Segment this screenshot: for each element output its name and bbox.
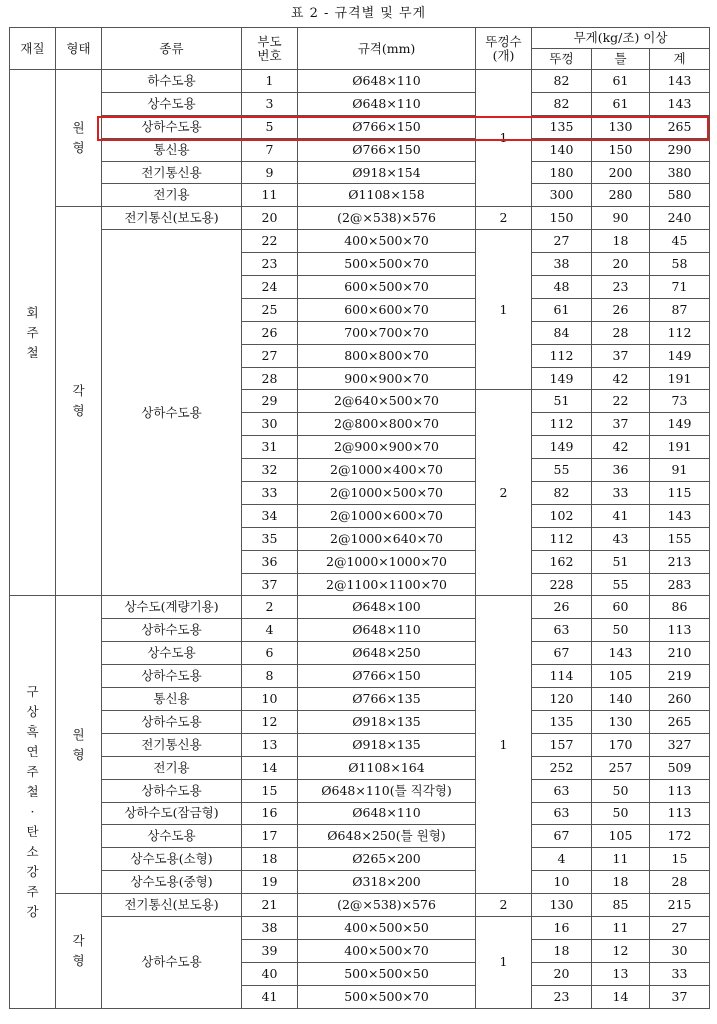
table-cell: 140 xyxy=(532,138,592,161)
table-cell: 28 xyxy=(592,321,650,344)
table-cell: 18 xyxy=(592,230,650,253)
table-cell: 34 xyxy=(242,504,298,527)
table-cell: 4 xyxy=(532,848,592,871)
table-cell: 42 xyxy=(592,436,650,459)
table-cell: Ø648×250(틀 원형) xyxy=(298,825,476,848)
table-cell: 11 xyxy=(592,916,650,939)
table-cell: 42 xyxy=(592,367,650,390)
material-cell xyxy=(10,596,56,1008)
table-cell: 149 xyxy=(532,367,592,390)
table-cell: 18 xyxy=(242,848,298,871)
table-cell: 상하수도용 xyxy=(102,115,242,138)
vertical-label: 각형 xyxy=(72,383,85,419)
header-weight-frame: 틀 xyxy=(592,49,650,70)
table-cell: 600×600×70 xyxy=(298,298,476,321)
table-cell: 63 xyxy=(532,779,592,802)
table-cell: 50 xyxy=(592,779,650,802)
table-cell: 48 xyxy=(532,276,592,299)
table-cell: 150 xyxy=(532,207,592,230)
table-cell: 130 xyxy=(592,115,650,138)
table-cell: 500×500×50 xyxy=(298,962,476,985)
table-cell: 37 xyxy=(242,573,298,596)
table-cell: 16 xyxy=(532,916,592,939)
kind-merged-cell: 상하수도용 xyxy=(102,916,242,1008)
table-cell: 55 xyxy=(532,459,592,482)
table-cell: 215 xyxy=(650,894,710,917)
table-cell: 11 xyxy=(592,848,650,871)
table-cell: 19 xyxy=(242,871,298,894)
table-cell: 260 xyxy=(650,688,710,711)
table-title: 표 2 - 규격별 및 무게 xyxy=(290,6,427,21)
table-cell: 8 xyxy=(242,665,298,688)
table-cell: 63 xyxy=(532,619,592,642)
header-weight-lid: 뚜껑 xyxy=(532,49,592,70)
table-cell: 29 xyxy=(242,390,298,413)
table-cell: 2@900×900×70 xyxy=(298,436,476,459)
table-cell: 5 xyxy=(242,115,298,138)
shape-cell xyxy=(56,894,102,1008)
table-cell: 135 xyxy=(532,710,592,733)
table-cell: 2@1000×600×70 xyxy=(298,504,476,527)
table-cell: 105 xyxy=(592,665,650,688)
table-cell: 91 xyxy=(650,459,710,482)
vertical-label: 각형 xyxy=(72,932,85,968)
table-row xyxy=(10,710,710,733)
table-cell: 380 xyxy=(650,161,710,184)
table-cell: 265 xyxy=(650,115,710,138)
table-cell: 21 xyxy=(242,894,298,917)
table-cell: 143 xyxy=(650,504,710,527)
table-cell: Ø766×135 xyxy=(298,688,476,711)
table-row xyxy=(10,756,710,779)
table-cell: 200 xyxy=(592,161,650,184)
table-cell: 전기통신용 xyxy=(102,161,242,184)
table-cell: 38 xyxy=(242,916,298,939)
table-cell: 61 xyxy=(532,298,592,321)
table-row xyxy=(10,207,710,230)
table-cell: 2@640×500×70 xyxy=(298,390,476,413)
table-cell: 228 xyxy=(532,573,592,596)
table-cell: Ø1108×164 xyxy=(298,756,476,779)
table-cell: 280 xyxy=(592,184,650,207)
table-cell: 113 xyxy=(650,802,710,825)
table-cell: 2@1000×1000×70 xyxy=(298,550,476,573)
table-cell: 90 xyxy=(592,207,650,230)
table-cell: 67 xyxy=(532,642,592,665)
table-cell: 38 xyxy=(532,253,592,276)
table-cell: 143 xyxy=(592,642,650,665)
table-cell: 35 xyxy=(242,527,298,550)
table-cell: 155 xyxy=(650,527,710,550)
table-cell: Ø918×154 xyxy=(298,161,476,184)
table-cell: 10 xyxy=(532,871,592,894)
table-cell: 41 xyxy=(592,504,650,527)
table-cell: 2@1000×400×70 xyxy=(298,459,476,482)
table-cell: 82 xyxy=(532,92,592,115)
table-cell: 112 xyxy=(650,321,710,344)
table-cell: 50 xyxy=(592,619,650,642)
table-cell: 500×500×70 xyxy=(298,985,476,1008)
table-cell: 213 xyxy=(650,550,710,573)
table-cell: 113 xyxy=(650,779,710,802)
table-cell: 전기통신(보도용) xyxy=(102,207,242,230)
table-cell: 32 xyxy=(242,459,298,482)
table-cell: 149 xyxy=(650,344,710,367)
material-cell xyxy=(10,70,56,596)
table-cell: 20 xyxy=(242,207,298,230)
table-cell: 14 xyxy=(592,985,650,1008)
table-cell: 상하수도(잠금형) xyxy=(102,802,242,825)
table-cell: 50 xyxy=(592,802,650,825)
table-cell: 상하수도용 xyxy=(102,619,242,642)
table-cell: 400×500×70 xyxy=(298,230,476,253)
table-cell: 22 xyxy=(242,230,298,253)
table-cell: 상수도(계량기용) xyxy=(102,596,242,619)
table-cell: 28 xyxy=(650,871,710,894)
table-cell: 24 xyxy=(242,276,298,299)
table-cell: 2@1100×1100×70 xyxy=(298,573,476,596)
table-cell: 13 xyxy=(242,733,298,756)
header-material: 재질 xyxy=(10,28,56,70)
table-cell: 51 xyxy=(532,390,592,413)
table-cell: 2@1000×640×70 xyxy=(298,527,476,550)
table-cell: Ø1108×158 xyxy=(298,184,476,207)
table-cell: 73 xyxy=(650,390,710,413)
table-cell: 26 xyxy=(532,596,592,619)
table-cell: 4 xyxy=(242,619,298,642)
table-cell: 25 xyxy=(242,298,298,321)
table-row xyxy=(10,916,710,939)
table-cell: Ø918×135 xyxy=(298,710,476,733)
table-row-highlighted xyxy=(10,115,710,138)
table-cell: 23 xyxy=(532,985,592,1008)
table-cell: 2 xyxy=(476,207,532,230)
table-row xyxy=(10,894,710,917)
table-cell: 15 xyxy=(242,779,298,802)
table-cell: Ø648×110 xyxy=(298,70,476,93)
table-cell: 26 xyxy=(592,298,650,321)
table-cell: 12 xyxy=(242,710,298,733)
header-weight-total: 계 xyxy=(650,49,710,70)
table-cell: 700×700×70 xyxy=(298,321,476,344)
lid-count-cell: 1 xyxy=(476,916,532,1008)
table-row xyxy=(10,92,710,115)
table-cell: 900×900×70 xyxy=(298,367,476,390)
table-cell: 27 xyxy=(242,344,298,367)
table-cell: 26 xyxy=(242,321,298,344)
kind-merged-cell: 상하수도용 xyxy=(102,230,242,596)
table-cell: 14 xyxy=(242,756,298,779)
table-row xyxy=(10,596,710,619)
table-cell: 23 xyxy=(242,253,298,276)
table-cell: 143 xyxy=(650,92,710,115)
table-cell: 240 xyxy=(650,207,710,230)
table-cell: 60 xyxy=(592,596,650,619)
table-cell: 15 xyxy=(650,848,710,871)
table-row xyxy=(10,230,710,253)
table-cell: 130 xyxy=(532,894,592,917)
table-cell: 22 xyxy=(592,390,650,413)
table-cell: 39 xyxy=(242,939,298,962)
table-cell: Ø648×110 xyxy=(298,802,476,825)
lid-count-cell: 1 xyxy=(476,230,532,390)
table-cell: Ø766×150 xyxy=(298,138,476,161)
spec-weight-table xyxy=(9,27,710,1009)
table-cell: 43 xyxy=(592,527,650,550)
header-code: 부도 번호 xyxy=(242,28,298,70)
table-cell: 상하수도용 xyxy=(102,665,242,688)
table-row xyxy=(10,619,710,642)
table-cell: Ø918×135 xyxy=(298,733,476,756)
table-cell: 800×800×70 xyxy=(298,344,476,367)
table-cell: 2 xyxy=(242,596,298,619)
table-cell: 통신용 xyxy=(102,138,242,161)
table-cell: Ø648×100 xyxy=(298,596,476,619)
table-cell: Ø766×150 xyxy=(298,115,476,138)
table-cell: 41 xyxy=(242,985,298,1008)
table-row xyxy=(10,642,710,665)
table-cell: 전기통신(보도용) xyxy=(102,894,242,917)
table-cell: 하수도용 xyxy=(102,70,242,93)
header-lid-count: 뚜껑수 (개) xyxy=(476,28,532,70)
table-cell: 2@1000×500×70 xyxy=(298,482,476,505)
table-cell: 600×500×70 xyxy=(298,276,476,299)
table-cell: 252 xyxy=(532,756,592,779)
table-row xyxy=(10,871,710,894)
header-spec: 규격(mm) xyxy=(298,28,476,70)
header-weight: 무게(kg/조) 이상 xyxy=(532,28,710,49)
table-cell: 120 xyxy=(532,688,592,711)
table-cell: 172 xyxy=(650,825,710,848)
table-cell: 509 xyxy=(650,756,710,779)
table-cell: 114 xyxy=(532,665,592,688)
table-cell: 36 xyxy=(242,550,298,573)
table-cell: 180 xyxy=(532,161,592,184)
table-cell: 2@800×800×70 xyxy=(298,413,476,436)
table-cell: 27 xyxy=(650,916,710,939)
table-cell: 상수도용 xyxy=(102,92,242,115)
shape-cell xyxy=(56,596,102,894)
table-row xyxy=(10,802,710,825)
table-cell: 112 xyxy=(532,344,592,367)
table-cell: 30 xyxy=(242,413,298,436)
table-cell: 20 xyxy=(592,253,650,276)
table-cell: 61 xyxy=(592,70,650,93)
table-cell: 51 xyxy=(592,550,650,573)
table-cell: 157 xyxy=(532,733,592,756)
table-row xyxy=(10,70,710,93)
table-row xyxy=(10,665,710,688)
table-cell: 18 xyxy=(592,871,650,894)
table-cell: 37 xyxy=(592,344,650,367)
table-cell: 283 xyxy=(650,573,710,596)
table-row xyxy=(10,688,710,711)
vertical-label: 원형 xyxy=(72,726,85,762)
table-cell: 112 xyxy=(532,413,592,436)
table-cell: 135 xyxy=(532,115,592,138)
table-cell: 9 xyxy=(242,161,298,184)
table-row xyxy=(10,184,710,207)
table-cell: 33 xyxy=(242,482,298,505)
table-cell: Ø648×110 xyxy=(298,92,476,115)
table-cell: 191 xyxy=(650,367,710,390)
table-cell: 102 xyxy=(532,504,592,527)
table-cell: 37 xyxy=(650,985,710,1008)
table-cell: Ø648×250 xyxy=(298,642,476,665)
table-cell: Ø265×200 xyxy=(298,848,476,871)
table-cell: 130 xyxy=(592,710,650,733)
vertical-label: 회주철 xyxy=(26,304,39,360)
table-row xyxy=(10,161,710,184)
table-cell: 400×500×50 xyxy=(298,916,476,939)
table-cell: 219 xyxy=(650,665,710,688)
table-cell: 170 xyxy=(592,733,650,756)
table-cell: 112 xyxy=(532,527,592,550)
table-cell: 149 xyxy=(650,413,710,436)
table-cell: 115 xyxy=(650,482,710,505)
table-cell: 2 xyxy=(476,894,532,917)
shape-cell xyxy=(56,70,102,207)
table-cell: 143 xyxy=(650,70,710,93)
table-cell: 3 xyxy=(242,92,298,115)
table-cell: 16 xyxy=(242,802,298,825)
table-cell: Ø766×150 xyxy=(298,665,476,688)
table-cell: 265 xyxy=(650,710,710,733)
table-cell: 전기통신용 xyxy=(102,733,242,756)
table-cell: 33 xyxy=(650,962,710,985)
table-cell: 36 xyxy=(592,459,650,482)
table-cell: 27 xyxy=(532,230,592,253)
table-cell: 400×500×70 xyxy=(298,939,476,962)
table-cell: 67 xyxy=(532,825,592,848)
vertical-label: 구상흑연주철·탄소강주강 xyxy=(26,684,39,919)
table-cell: Ø648×110(틀 직각형) xyxy=(298,779,476,802)
table-cell: 통신용 xyxy=(102,688,242,711)
table-cell: 12 xyxy=(592,939,650,962)
vertical-label: 원형 xyxy=(72,120,85,156)
table-cell: 17 xyxy=(242,825,298,848)
lid-count-cell: 1 xyxy=(476,70,532,207)
table-cell: 327 xyxy=(650,733,710,756)
table-cell: 113 xyxy=(650,619,710,642)
table-cell: 상수도용(중형) xyxy=(102,871,242,894)
table-cell: 상수도용 xyxy=(102,642,242,665)
lid-count-cell: 1 xyxy=(476,596,532,894)
table-cell: 149 xyxy=(532,436,592,459)
table-row xyxy=(10,779,710,802)
table-cell: 162 xyxy=(532,550,592,573)
table-cell: 전기용 xyxy=(102,184,242,207)
table-cell: 87 xyxy=(650,298,710,321)
lid-count-cell: 2 xyxy=(476,390,532,596)
table-cell: (2@×538)×576 xyxy=(298,207,476,230)
table-cell: 55 xyxy=(592,573,650,596)
table-row xyxy=(10,733,710,756)
table-cell: 23 xyxy=(592,276,650,299)
table-cell: 58 xyxy=(650,253,710,276)
table-cell: 61 xyxy=(592,92,650,115)
table-cell: 30 xyxy=(650,939,710,962)
table-row xyxy=(10,848,710,871)
shape-cell xyxy=(56,207,102,596)
table-cell: 20 xyxy=(532,962,592,985)
table-cell: 71 xyxy=(650,276,710,299)
table-cell: 105 xyxy=(592,825,650,848)
table-cell: 37 xyxy=(592,413,650,436)
table-cell: 11 xyxy=(242,184,298,207)
table-cell: 1 xyxy=(242,70,298,93)
table-cell: 28 xyxy=(242,367,298,390)
table-cell: (2@×538)×576 xyxy=(298,894,476,917)
table-cell: 18 xyxy=(532,939,592,962)
table-cell: 500×500×70 xyxy=(298,253,476,276)
table-cell: 33 xyxy=(592,482,650,505)
table-cell: 45 xyxy=(650,230,710,253)
table-cell: 257 xyxy=(592,756,650,779)
table-cell: 300 xyxy=(532,184,592,207)
table-cell: 13 xyxy=(592,962,650,985)
table-cell: 상수도용(소형) xyxy=(102,848,242,871)
table-cell: 85 xyxy=(592,894,650,917)
header-kind: 종류 xyxy=(102,28,242,70)
table-cell: 전기용 xyxy=(102,756,242,779)
header-shape: 형태 xyxy=(56,28,102,70)
table-cell: 상수도용 xyxy=(102,825,242,848)
table-cell: 40 xyxy=(242,962,298,985)
table-cell: Ø318×200 xyxy=(298,871,476,894)
table-cell: 140 xyxy=(592,688,650,711)
table-cell: 63 xyxy=(532,802,592,825)
table-cell: 10 xyxy=(242,688,298,711)
table-cell: 6 xyxy=(242,642,298,665)
table-cell: 상하수도용 xyxy=(102,779,242,802)
table-cell: 580 xyxy=(650,184,710,207)
table-cell: 상하수도용 xyxy=(102,710,242,733)
table-cell: 86 xyxy=(650,596,710,619)
table-cell: 191 xyxy=(650,436,710,459)
table-cell: 82 xyxy=(532,70,592,93)
table-cell: Ø648×110 xyxy=(298,619,476,642)
table-cell: 150 xyxy=(592,138,650,161)
table-row xyxy=(10,138,710,161)
table-cell: 210 xyxy=(650,642,710,665)
table-cell: 7 xyxy=(242,138,298,161)
table-cell: 290 xyxy=(650,138,710,161)
table-cell: 82 xyxy=(532,482,592,505)
table-cell: 31 xyxy=(242,436,298,459)
table-cell: 84 xyxy=(532,321,592,344)
table-row xyxy=(10,825,710,848)
